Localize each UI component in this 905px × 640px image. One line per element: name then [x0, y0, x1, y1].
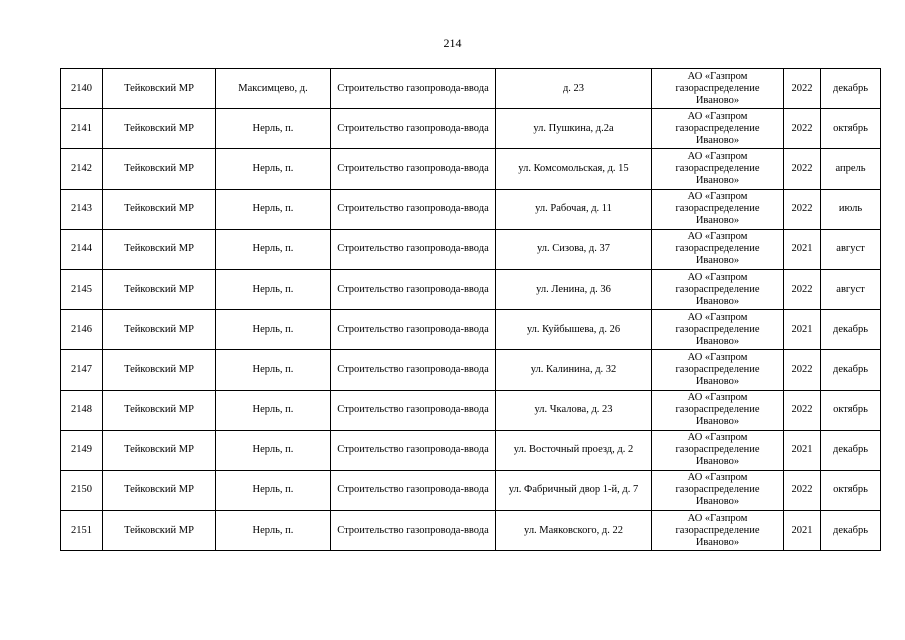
organization-cell: АО «Газпром газораспределение Иваново»: [652, 430, 784, 470]
address-cell: ул. Комсомольская, д. 15: [496, 149, 652, 189]
year-cell: 2022: [784, 69, 821, 109]
work-type-cell: Строительство газопровода-ввода: [331, 149, 496, 189]
month-cell: октябрь: [821, 390, 881, 430]
row-number-cell: 2147: [61, 350, 103, 390]
month-cell: декабрь: [821, 430, 881, 470]
settlement-cell: Нерль, п.: [216, 269, 331, 309]
row-number-cell: 2144: [61, 229, 103, 269]
address-cell: ул. Ленина, д. 36: [496, 269, 652, 309]
table-row: [61, 350, 881, 390]
table-body: [61, 69, 881, 551]
district-cell: Тейковский МР: [103, 69, 216, 109]
year-cell: 2022: [784, 350, 821, 390]
work-type-cell: Строительство газопровода-ввода: [331, 229, 496, 269]
settlement-cell: Нерль, п.: [216, 310, 331, 350]
table-row: [61, 109, 881, 149]
year-cell: 2022: [784, 390, 821, 430]
year-cell: 2022: [784, 189, 821, 229]
table-row: [61, 69, 881, 109]
organization-cell: АО «Газпром газораспределение Иваново»: [652, 470, 784, 510]
table-row: [61, 149, 881, 189]
district-cell: Тейковский МР: [103, 149, 216, 189]
row-number-cell: 2142: [61, 149, 103, 189]
table-row: [61, 310, 881, 350]
work-type-cell: Строительство газопровода-ввода: [331, 430, 496, 470]
month-cell: август: [821, 229, 881, 269]
address-cell: ул. Маяковского, д. 22: [496, 511, 652, 551]
table-row: [61, 470, 881, 510]
organization-cell: АО «Газпром газораспределение Иваново»: [652, 189, 784, 229]
work-type-cell: Строительство газопровода-ввода: [331, 470, 496, 510]
district-cell: Тейковский МР: [103, 229, 216, 269]
district-cell: Тейковский МР: [103, 430, 216, 470]
month-cell: декабрь: [821, 310, 881, 350]
organization-cell: АО «Газпром газораспределение Иваново»: [652, 511, 784, 551]
table-row: [61, 229, 881, 269]
work-type-cell: Строительство газопровода-ввода: [331, 511, 496, 551]
work-type-cell: Строительство газопровода-ввода: [331, 69, 496, 109]
page-number: 214: [443, 36, 462, 50]
work-type-cell: Строительство газопровода-ввода: [331, 310, 496, 350]
work-type-cell: Строительство газопровода-ввода: [331, 390, 496, 430]
year-cell: 2021: [784, 310, 821, 350]
district-cell: Тейковский МР: [103, 350, 216, 390]
year-cell: 2022: [784, 109, 821, 149]
settlement-cell: Нерль, п.: [216, 149, 331, 189]
year-cell: 2021: [784, 229, 821, 269]
settlement-cell: Максимцево, д.: [216, 69, 331, 109]
district-cell: Тейковский МР: [103, 310, 216, 350]
settlement-cell: Нерль, п.: [216, 109, 331, 149]
district-cell: Тейковский МР: [103, 511, 216, 551]
table-row: [61, 430, 881, 470]
gas-pipeline-table: [60, 68, 881, 551]
table-row: [61, 269, 881, 309]
settlement-cell: Нерль, п.: [216, 189, 331, 229]
district-cell: Тейковский МР: [103, 390, 216, 430]
work-type-cell: Строительство газопровода-ввода: [331, 350, 496, 390]
organization-cell: АО «Газпром газораспределение Иваново»: [652, 310, 784, 350]
row-number-cell: 2141: [61, 109, 103, 149]
work-type-cell: Строительство газопровода-ввода: [331, 189, 496, 229]
organization-cell: АО «Газпром газораспределение Иваново»: [652, 109, 784, 149]
table-row: [61, 390, 881, 430]
work-type-cell: Строительство газопровода-ввода: [331, 269, 496, 309]
month-cell: июль: [821, 189, 881, 229]
address-cell: ул. Куйбышева, д. 26: [496, 310, 652, 350]
settlement-cell: Нерль, п.: [216, 511, 331, 551]
year-cell: 2021: [784, 430, 821, 470]
work-type-cell: Строительство газопровода-ввода: [331, 109, 496, 149]
table-row: [61, 511, 881, 551]
organization-cell: АО «Газпром газораспределение Иваново»: [652, 390, 784, 430]
year-cell: 2022: [784, 149, 821, 189]
row-number-cell: 2146: [61, 310, 103, 350]
row-number-cell: 2140: [61, 69, 103, 109]
row-number-cell: 2143: [61, 189, 103, 229]
organization-cell: АО «Газпром газораспределение Иваново»: [652, 229, 784, 269]
district-cell: Тейковский МР: [103, 470, 216, 510]
month-cell: декабрь: [821, 69, 881, 109]
row-number-cell: 2150: [61, 470, 103, 510]
row-number-cell: 2148: [61, 390, 103, 430]
settlement-cell: Нерль, п.: [216, 390, 331, 430]
district-cell: Тейковский МР: [103, 189, 216, 229]
organization-cell: АО «Газпром газораспределение Иваново»: [652, 269, 784, 309]
address-cell: ул. Сизова, д. 37: [496, 229, 652, 269]
row-number-cell: 2151: [61, 511, 103, 551]
address-cell: ул. Фабричный двор 1-й, д. 7: [496, 470, 652, 510]
month-cell: декабрь: [821, 350, 881, 390]
year-cell: 2021: [784, 511, 821, 551]
settlement-cell: Нерль, п.: [216, 229, 331, 269]
month-cell: август: [821, 269, 881, 309]
address-cell: ул. Чкалова, д. 23: [496, 390, 652, 430]
settlement-cell: Нерль, п.: [216, 470, 331, 510]
month-cell: октябрь: [821, 470, 881, 510]
address-cell: ул. Восточный проезд, д. 2: [496, 430, 652, 470]
month-cell: апрель: [821, 149, 881, 189]
district-cell: Тейковский МР: [103, 109, 216, 149]
organization-cell: АО «Газпром газораспределение Иваново»: [652, 350, 784, 390]
settlement-cell: Нерль, п.: [216, 350, 331, 390]
address-cell: ул. Рабочая, д. 11: [496, 189, 652, 229]
organization-cell: АО «Газпром газораспределение Иваново»: [652, 149, 784, 189]
month-cell: декабрь: [821, 511, 881, 551]
organization-cell: АО «Газпром газораспределение Иваново»: [652, 69, 784, 109]
row-number-cell: 2149: [61, 430, 103, 470]
address-cell: д. 23: [496, 69, 652, 109]
address-cell: ул. Калинина, д. 32: [496, 350, 652, 390]
month-cell: октябрь: [821, 109, 881, 149]
district-cell: Тейковский МР: [103, 269, 216, 309]
settlement-cell: Нерль, п.: [216, 430, 331, 470]
row-number-cell: 2145: [61, 269, 103, 309]
year-cell: 2022: [784, 470, 821, 510]
table-row: [61, 189, 881, 229]
year-cell: 2022: [784, 269, 821, 309]
address-cell: ул. Пушкина, д.2а: [496, 109, 652, 149]
